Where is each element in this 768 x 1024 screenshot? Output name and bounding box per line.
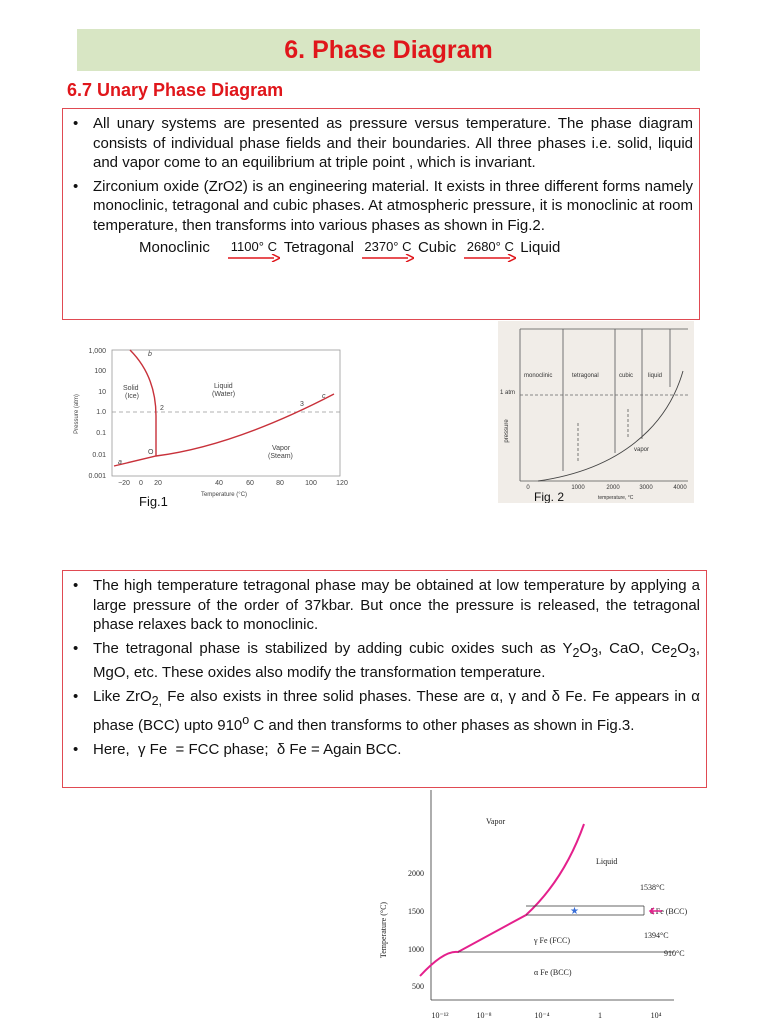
bullet-high-pressure: • The high temperature tetragonal phase may be obtained at low temperature by applying a large pressure of the order of 37kbar. But once the pressure is released, the tetragonal phase relaxes back to monoclinic.: [71, 576, 700, 635]
bullet-unary: • All unary systems are presented as pressure versus temperature. The phase diagram consists of individual phase fields and their boundaries. All three phases i.e. solid, liquid and vapor come to an equilibrium at triple point , which is invariant.: [71, 114, 693, 173]
fig1-xtick: 40: [215, 480, 223, 487]
fig3-alpha-label: α Fe (BCC): [534, 968, 572, 977]
fig2-phase-label: monoclinic: [524, 373, 553, 379]
fig2-y-label: pressure: [504, 419, 510, 443]
temp-1100: 1100° C: [230, 239, 277, 254]
fig3-phase-boundary-curve: [420, 824, 584, 976]
intro-box: [62, 108, 700, 320]
fig1-ytick: 1.0: [96, 409, 106, 416]
fig1-xtick: 120: [336, 480, 348, 487]
fig3-liquid-label: Liquid: [596, 857, 618, 866]
fig1-solid-sub: (Ice): [125, 393, 139, 400]
fig1-vapor-sub: (Steam): [268, 453, 293, 460]
fig2-xtick: 2000: [606, 485, 620, 491]
fig1-ytick: 0.1: [96, 430, 106, 437]
fig1-melting-curve: [130, 350, 156, 456]
fig1-x-label: Temperature (°C): [200, 492, 248, 498]
fig3-ytick: 2000: [408, 869, 424, 878]
arrow-2370: [362, 239, 414, 262]
fig3-delta-label: δ Fe (BCC): [650, 907, 688, 916]
transformation-sequence: [71, 239, 693, 262]
fig3-t1394: 1394°C: [644, 931, 669, 940]
fig2-x-label: temperature, °C: [598, 495, 634, 501]
fig3-y-label: Temperature (°C): [379, 901, 388, 959]
phase-monoclinic: Monoclinic: [139, 239, 210, 256]
fig3-xtick: 10⁻⁴: [534, 1011, 550, 1020]
fig1-point-a: a: [118, 459, 122, 466]
fig2-phase-label: liquid: [648, 373, 663, 379]
phase-tetragonal: Tetragonal: [283, 239, 354, 256]
fig3-xtick: 1: [598, 1011, 602, 1020]
star-icon: ★: [570, 906, 579, 917]
red-arrow-icon: [464, 254, 516, 262]
fig2-caption: Fig. 2: [534, 490, 565, 503]
arrow-2680: [464, 239, 516, 262]
temp-2370: 2370° C: [364, 239, 412, 254]
fig2-xtick: 3000: [639, 485, 653, 491]
fig1-vapor-label: Vapor: [272, 445, 291, 452]
fig1-point-2: 2: [160, 405, 164, 412]
fig1-solid-label: Solid: [123, 385, 139, 392]
fig1-point-o: O: [148, 449, 154, 456]
fig1-point-c: c: [322, 393, 326, 400]
red-arrow-icon: [362, 254, 414, 262]
fig2-phase-label: cubic: [619, 373, 634, 379]
fig1-ytick: 0.001: [88, 473, 106, 480]
fig1-xtick: 0: [139, 480, 143, 487]
phase-cubic: Cubic: [417, 239, 457, 256]
title-bar: [77, 29, 700, 71]
arrow-1100: [228, 239, 280, 262]
fig1-point-3: 3: [300, 401, 304, 408]
page-title: 6. Phase Diagram: [284, 35, 493, 64]
detail-box: [62, 570, 707, 788]
bullet-iron-phases: • Like ZrO$_{2,}$ Fe also exists in three solid phases. These are α, γ and δ Fe. Fe appears in α phase (BCC) upto 910$^o$ C and then transforms to other phases as shown in Fig.3.: [71, 687, 700, 736]
fig1-liquid-sub: (Water): [212, 391, 236, 398]
fig2-atm-label: 1 atm: [500, 390, 516, 396]
fig1-plot-frame: [112, 350, 340, 476]
fig2-zro2-phase-diagram: [498, 321, 694, 503]
fig1-liquid-label: Liquid: [214, 383, 233, 390]
fig3-xtick: 10⁴: [650, 1011, 662, 1020]
temp-2680: 2680° C: [466, 239, 514, 254]
bullet-stabilization: • The tetragonal phase is stabilized by adding cubic oxides such as $Y_2O_3$, CaO, $Ce_2O_3$, MgO, etc. These oxides also modify the transformation temperature.: [71, 639, 700, 683]
fig1-ytick: 0.01: [92, 452, 106, 459]
bullet-zirconia: • Zirconium oxide (ZrO2) is an engineering material. It exists in three different forms namely monoclinic, tetragonal and cubic phases. At atmospheric pressure, it is monoclinic at room temperature, then transforms into various phases as shown in Fig.2.: [71, 177, 693, 236]
fig2-background: [498, 321, 694, 503]
fig1-xtick: −20: [118, 480, 130, 487]
fig3-ytick: 1500: [408, 907, 424, 916]
fig1-xtick: 20: [154, 480, 162, 487]
red-arrow-icon: [228, 254, 280, 262]
fig1-y-label: Pressure (atm): [74, 394, 80, 434]
fig1-point-b: b: [148, 351, 152, 358]
fig2-vapor-label: vapor: [634, 447, 650, 453]
fig2-xtick: 4000: [673, 485, 687, 491]
fig1-caption: Fig.1: [139, 494, 168, 509]
fig3-ytick: 500: [412, 982, 424, 991]
fig3-t1538: 1538°C: [640, 883, 665, 892]
fig1-xtick: 100: [305, 480, 317, 487]
fig2-xtick: 1000: [571, 485, 585, 491]
fig2-phase-label: tetragonal: [572, 373, 599, 379]
fig3-xtick: 10⁻¹²: [431, 1011, 449, 1020]
fig3-iron-phase-diagram: [374, 790, 694, 1024]
section-title: 6.7 Unary Phase Diagram: [67, 80, 284, 100]
phase-liquid: Liquid: [520, 239, 561, 256]
fig3-xtick: 10⁻⁸: [476, 1011, 492, 1020]
fig3-vapor-label: Vapor: [486, 817, 506, 826]
fig1-ytick: 10: [98, 389, 106, 396]
fig3-t910: 910°C: [664, 949, 685, 958]
fig2-xtick: 0: [526, 485, 530, 491]
fig1-water-phase-diagram: [64, 336, 364, 516]
fig3-gamma-label: γ Fe (FCC): [534, 936, 570, 945]
fig1-ytick: 1,000: [88, 348, 106, 355]
fig1-xtick: 80: [276, 480, 284, 487]
fig3-ytick: 1000: [408, 945, 424, 954]
fig1-ytick: 100: [94, 368, 106, 375]
bullet-gamma-delta: • Here, γ Fe = FCC phase; δ Fe = Again BCC.: [71, 740, 700, 760]
fig1-xtick: 60: [246, 480, 254, 487]
